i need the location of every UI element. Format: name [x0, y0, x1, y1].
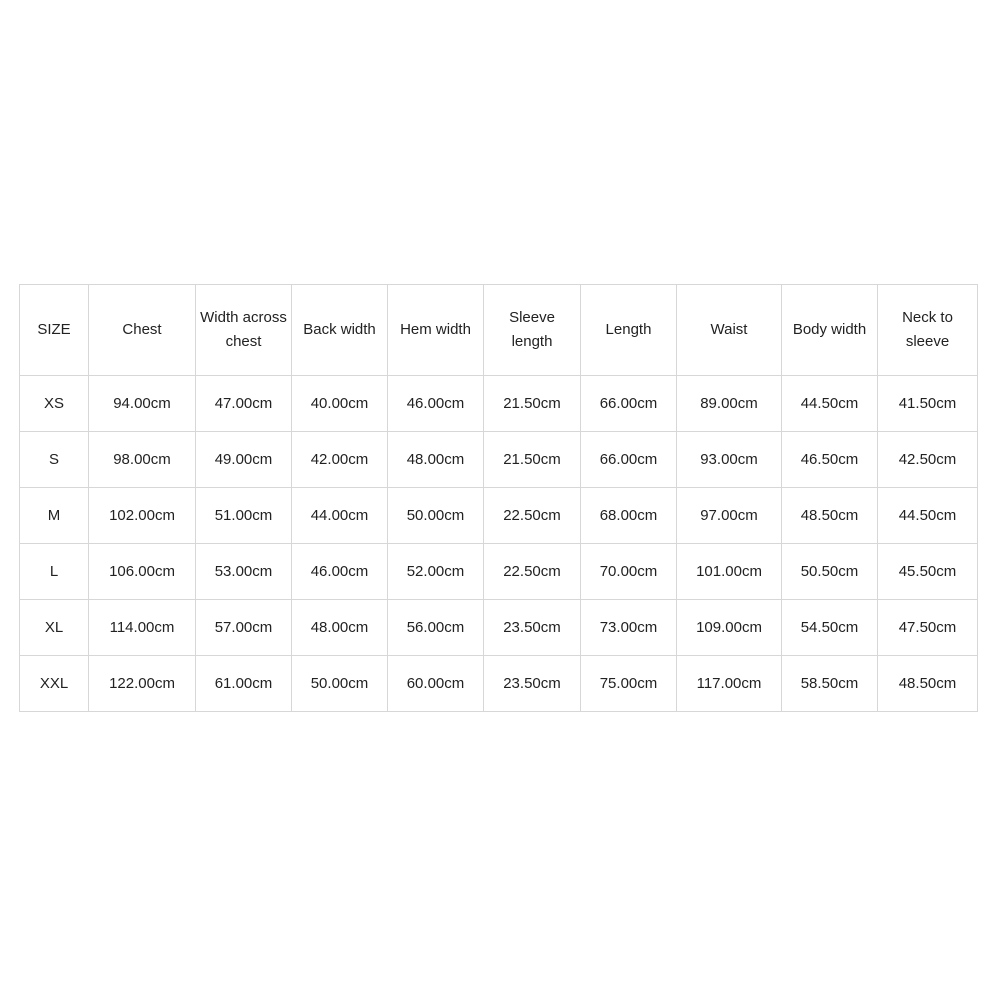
cell-size: M	[20, 488, 89, 544]
cell-body-width: 48.50cm	[782, 488, 878, 544]
cell-neck-to-sleeve: 41.50cm	[878, 376, 978, 432]
cell-waist: 93.00cm	[677, 432, 782, 488]
cell-length: 66.00cm	[581, 432, 677, 488]
cell-hem-width: 46.00cm	[388, 376, 484, 432]
cell-neck-to-sleeve: 47.50cm	[878, 600, 978, 656]
cell-length: 70.00cm	[581, 544, 677, 600]
cell-length: 66.00cm	[581, 376, 677, 432]
cell-hem-width: 60.00cm	[388, 656, 484, 712]
cell-sleeve-length: 21.50cm	[484, 432, 581, 488]
cell-sleeve-length: 22.50cm	[484, 488, 581, 544]
table-row	[20, 376, 978, 432]
cell-back-width: 48.00cm	[292, 600, 388, 656]
cell-size: XL	[20, 600, 89, 656]
cell-hem-width: 48.00cm	[388, 432, 484, 488]
cell-length: 73.00cm	[581, 600, 677, 656]
table-row	[20, 600, 978, 656]
header-cell-neck-to-sleeve: Neck to sleeve	[878, 285, 978, 376]
cell-size: XXL	[20, 656, 89, 712]
cell-chest: 122.00cm	[89, 656, 196, 712]
cell-sleeve-length: 23.50cm	[484, 656, 581, 712]
cell-width-across-chest: 47.00cm	[196, 376, 292, 432]
header-cell-chest: Chest	[89, 285, 196, 376]
cell-chest: 114.00cm	[89, 600, 196, 656]
cell-neck-to-sleeve: 42.50cm	[878, 432, 978, 488]
header-cell-size: SIZE	[20, 285, 89, 376]
cell-hem-width: 56.00cm	[388, 600, 484, 656]
header-cell-sleeve-length: Sleeve length	[484, 285, 581, 376]
table-row	[20, 656, 978, 712]
cell-chest: 98.00cm	[89, 432, 196, 488]
cell-body-width: 44.50cm	[782, 376, 878, 432]
cell-back-width: 50.00cm	[292, 656, 388, 712]
cell-chest: 102.00cm	[89, 488, 196, 544]
cell-neck-to-sleeve: 45.50cm	[878, 544, 978, 600]
header-cell-back-width: Back width	[292, 285, 388, 376]
cell-length: 75.00cm	[581, 656, 677, 712]
cell-body-width: 58.50cm	[782, 656, 878, 712]
size-chart-table	[19, 284, 978, 712]
cell-body-width: 46.50cm	[782, 432, 878, 488]
cell-width-across-chest: 51.00cm	[196, 488, 292, 544]
cell-width-across-chest: 61.00cm	[196, 656, 292, 712]
cell-waist: 89.00cm	[677, 376, 782, 432]
cell-sleeve-length: 22.50cm	[484, 544, 581, 600]
cell-waist: 109.00cm	[677, 600, 782, 656]
cell-body-width: 50.50cm	[782, 544, 878, 600]
cell-chest: 106.00cm	[89, 544, 196, 600]
header-cell-hem-width: Hem width	[388, 285, 484, 376]
cell-waist: 101.00cm	[677, 544, 782, 600]
cell-chest: 94.00cm	[89, 376, 196, 432]
cell-width-across-chest: 57.00cm	[196, 600, 292, 656]
cell-hem-width: 52.00cm	[388, 544, 484, 600]
header-cell-body-width: Body width	[782, 285, 878, 376]
table-row	[20, 544, 978, 600]
cell-sleeve-length: 23.50cm	[484, 600, 581, 656]
cell-back-width: 40.00cm	[292, 376, 388, 432]
cell-back-width: 44.00cm	[292, 488, 388, 544]
cell-size: S	[20, 432, 89, 488]
cell-size: XS	[20, 376, 89, 432]
cell-body-width: 54.50cm	[782, 600, 878, 656]
header-row	[20, 285, 978, 376]
cell-waist: 97.00cm	[677, 488, 782, 544]
header-cell-length: Length	[581, 285, 677, 376]
cell-hem-width: 50.00cm	[388, 488, 484, 544]
cell-length: 68.00cm	[581, 488, 677, 544]
table-row	[20, 432, 978, 488]
table-row	[20, 488, 978, 544]
size-chart-body	[20, 376, 978, 712]
cell-width-across-chest: 53.00cm	[196, 544, 292, 600]
cell-neck-to-sleeve: 48.50cm	[878, 656, 978, 712]
cell-sleeve-length: 21.50cm	[484, 376, 581, 432]
cell-size: L	[20, 544, 89, 600]
cell-waist: 117.00cm	[677, 656, 782, 712]
cell-back-width: 46.00cm	[292, 544, 388, 600]
header-cell-width-across-chest: Width across chest	[196, 285, 292, 376]
cell-neck-to-sleeve: 44.50cm	[878, 488, 978, 544]
cell-width-across-chest: 49.00cm	[196, 432, 292, 488]
header-cell-waist: Waist	[677, 285, 782, 376]
cell-back-width: 42.00cm	[292, 432, 388, 488]
